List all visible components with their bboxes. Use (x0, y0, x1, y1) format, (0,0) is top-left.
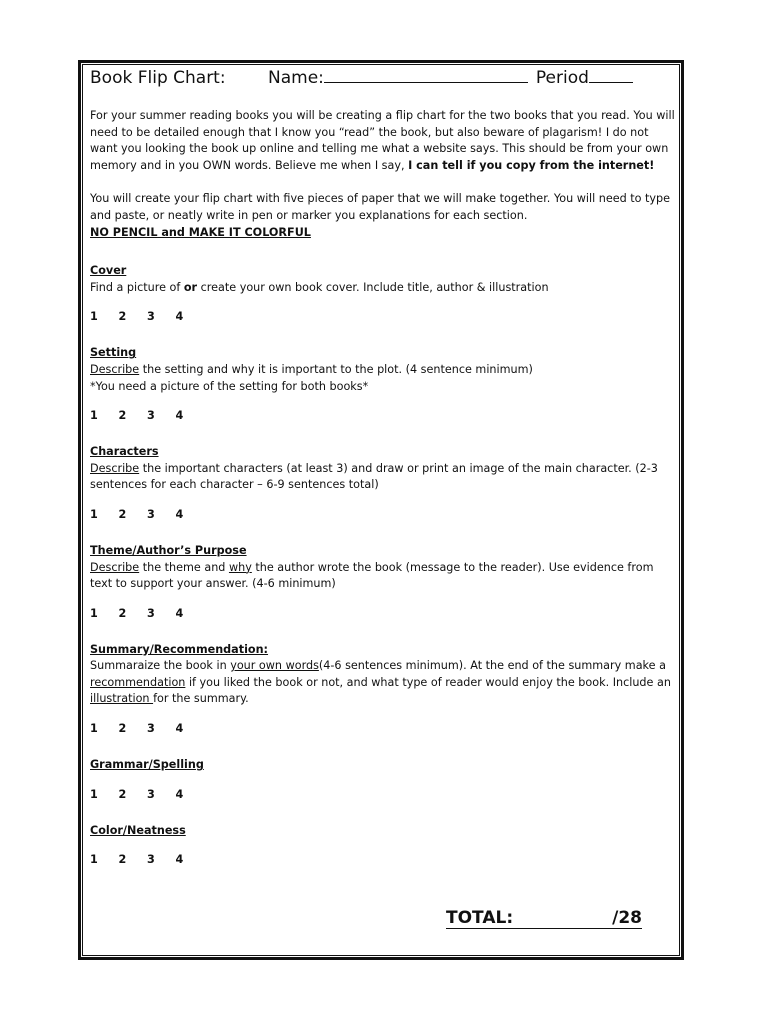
section-text (90, 560, 675, 593)
section-text (90, 461, 675, 494)
rating-4[interactable]: 4 (175, 853, 184, 867)
rating-3[interactable]: 3 (147, 507, 155, 521)
text-part: for the summary. (153, 692, 249, 706)
section-grammar (90, 757, 675, 804)
rating-1[interactable]: 1 (90, 310, 98, 324)
text-part: (4-6 sentences minimum). At the end of the summary make a (318, 659, 666, 673)
rating-3[interactable]: 3 (147, 722, 155, 736)
rating-1[interactable]: 1 (90, 409, 98, 423)
rating-scale (90, 722, 675, 738)
intro-emphasis: NO PENCIL and MAKE IT COLORFUL (90, 225, 311, 239)
total-out-of: /28 (612, 908, 642, 928)
rating-3[interactable]: 3 (147, 409, 155, 423)
section-setting (90, 345, 675, 425)
text-part: recommendation (90, 675, 186, 689)
period-blank[interactable] (589, 68, 633, 83)
section-cover (90, 263, 675, 326)
rating-1[interactable]: 1 (90, 507, 98, 521)
rating-2[interactable]: 2 (118, 722, 127, 736)
rating-scale (90, 409, 675, 425)
intro-warning: I can tell if you copy from the internet! (408, 158, 655, 172)
text-part: or (183, 280, 198, 294)
text-part: Describe (90, 362, 140, 376)
text-part: Describe (90, 560, 140, 574)
text-part: the important characters (at least 3) and draw or print an image of the main character. (2-3 sentences for each character – 6-9 sentences total) (90, 461, 658, 492)
text-part: if you liked the book or not, and what type of reader would enjoy the book. Include an (185, 675, 671, 689)
section-color (90, 823, 675, 870)
rating-2[interactable]: 2 (118, 507, 127, 521)
text-part: why (228, 560, 252, 574)
section-text (90, 280, 675, 297)
header-row (90, 68, 675, 96)
text-part: the setting and why it is important to the plot. (4 sentence minimum) (139, 362, 533, 376)
intro-paragraph-1 (90, 108, 675, 174)
section-title: Grammar/Spelling (90, 758, 204, 772)
rating-2[interactable]: 2 (118, 853, 127, 867)
section-title: Theme/Author’s Purpose (90, 543, 247, 557)
section-title: Characters (90, 445, 159, 459)
rating-3[interactable]: 3 (147, 606, 155, 620)
text-part: your own words (230, 659, 319, 673)
rating-scale (90, 853, 675, 869)
rating-1[interactable]: 1 (90, 853, 98, 867)
section-theme (90, 543, 675, 623)
text-part: create your own book cover. Include title, author & illustration (197, 280, 549, 294)
rating-scale (90, 310, 675, 326)
text-part: the author wrote the book (message to the reader). Use evidence from text to support your answer. (4-6 minimum) (90, 560, 654, 591)
name-blank[interactable] (324, 68, 528, 83)
total-score-line (446, 908, 642, 929)
rating-4[interactable]: 4 (175, 722, 184, 736)
section-characters (90, 444, 675, 524)
document-body (90, 68, 675, 928)
section-title: Setting (90, 346, 137, 360)
intro-text: For your summer reading books you will be creating a flip chart for the two books that you read. You will need to be detailed enough that I know you “read” the book, but also beware of plagarism! I do not want you looking the book up online and telling me what a website says. This should be from your own memory and in you OWN words. Believe me when I say, (90, 109, 675, 172)
total-label: TOTAL: (446, 908, 514, 928)
name-label: Name: (268, 68, 324, 88)
rating-2[interactable]: 2 (118, 310, 127, 324)
document-title: Book Flip Chart: (90, 68, 226, 88)
rating-3[interactable]: 3 (147, 310, 155, 324)
rating-4[interactable]: 4 (175, 606, 184, 620)
rating-2[interactable]: 2 (118, 606, 127, 620)
rating-1[interactable]: 1 (90, 722, 98, 736)
rating-3[interactable]: 3 (147, 853, 155, 867)
text-part: the theme and (139, 560, 229, 574)
text-part: Describe (90, 461, 140, 475)
rating-3[interactable]: 3 (147, 787, 155, 801)
rating-1[interactable]: 1 (90, 787, 98, 801)
section-title: Summary/Recommendation: (90, 642, 269, 656)
rating-2[interactable]: 2 (118, 787, 127, 801)
section-summary (90, 642, 675, 738)
rating-scale (90, 788, 675, 804)
section-title: Color/Neatness (90, 823, 186, 837)
text-part: Summaraize the book in (90, 659, 231, 673)
period-label: Period (535, 68, 589, 88)
rating-scale (90, 607, 675, 623)
intro-instructions: You will create your flip chart with five pieces of paper that we will make together. You will need to type and paste, or neatly write in pen or marker you explanations for each section. (90, 192, 671, 222)
rating-scale (90, 508, 675, 524)
text-part: illustration (90, 692, 154, 706)
text-part: Find a picture of (90, 280, 184, 294)
rating-4[interactable]: 4 (175, 787, 184, 801)
section-text (90, 658, 675, 708)
text-part: *You need a picture of the setting for both books* (90, 379, 369, 393)
rating-4[interactable]: 4 (175, 507, 184, 521)
rating-2[interactable]: 2 (118, 409, 127, 423)
section-text (90, 362, 675, 395)
rating-4[interactable]: 4 (175, 310, 184, 324)
section-title: Cover (90, 264, 127, 278)
intro-paragraph-2 (90, 191, 675, 241)
rating-1[interactable]: 1 (90, 606, 98, 620)
rating-4[interactable]: 4 (175, 409, 184, 423)
